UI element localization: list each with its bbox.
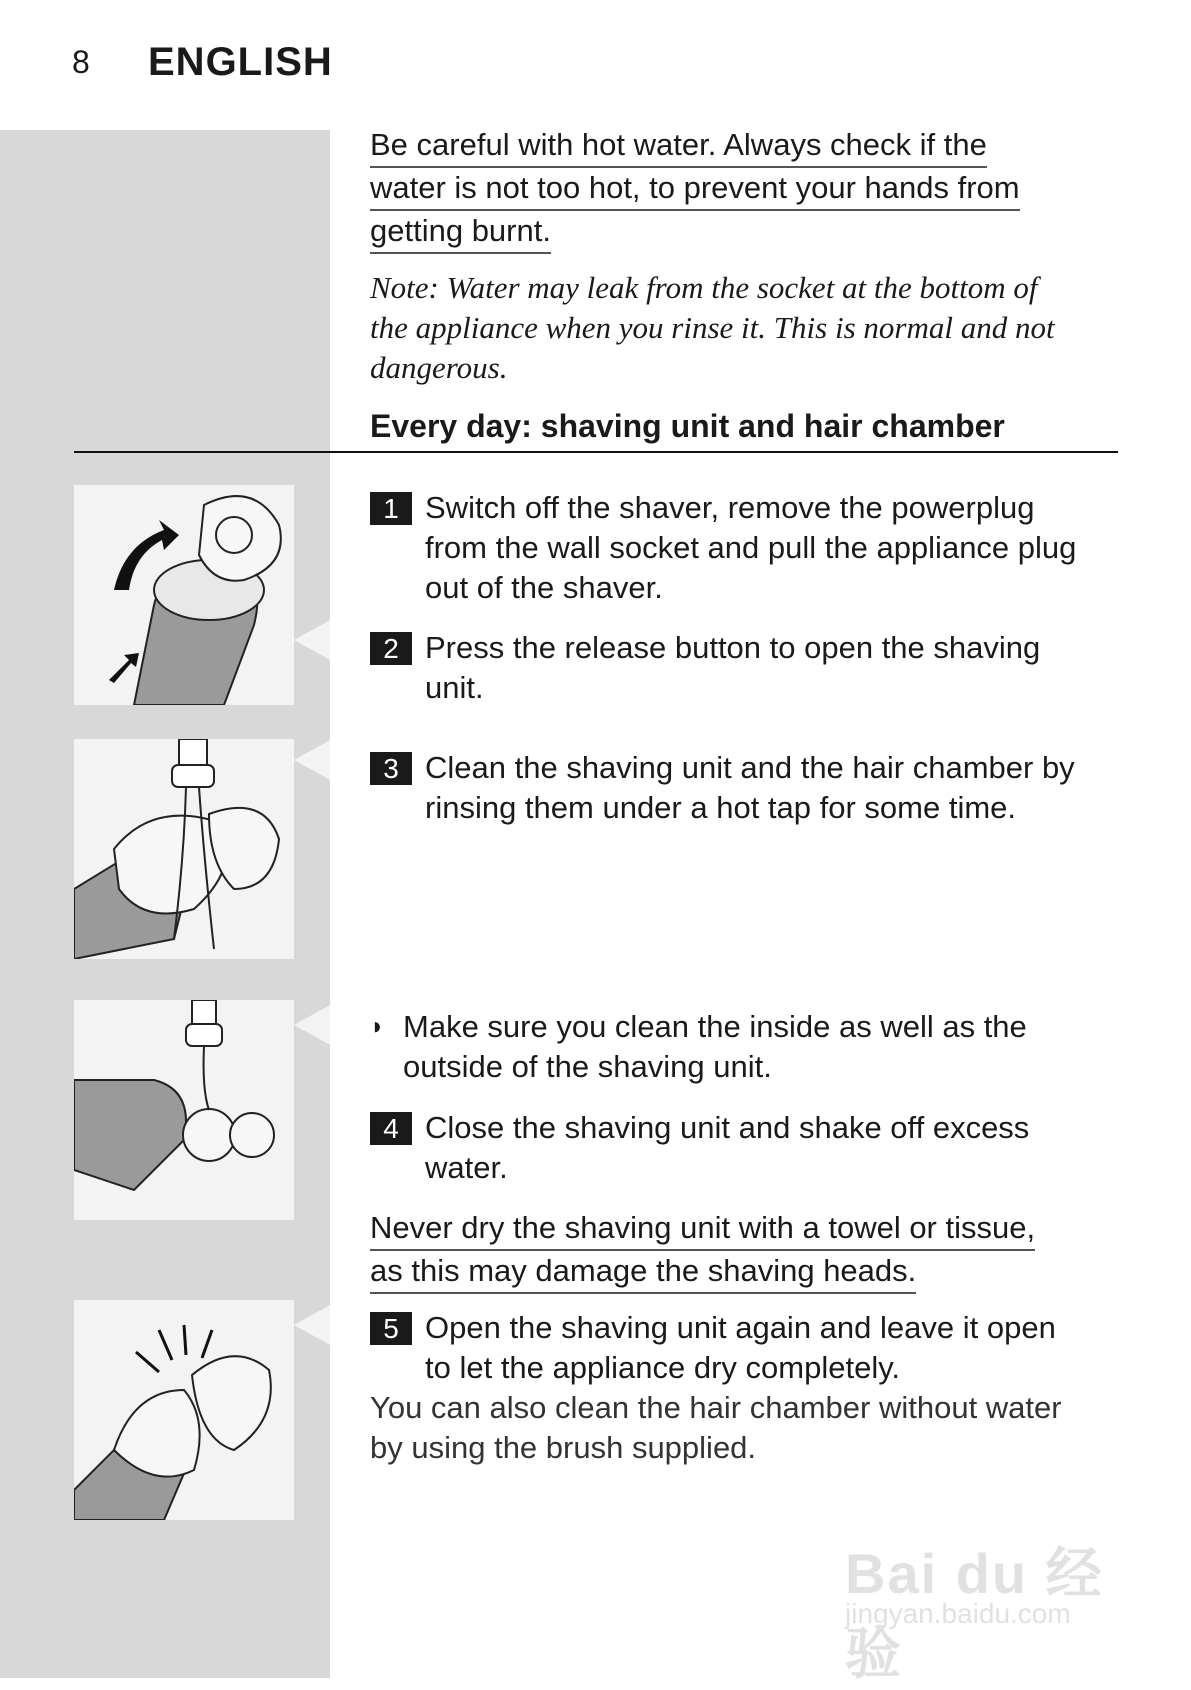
shaver-dry-icon [74,1300,294,1520]
illustration-open-shaver [74,485,294,705]
towel-warning [370,1208,1130,1294]
illustration-dry-open [74,1300,294,1520]
bullet-line: outside of the shaving unit. [403,1049,772,1084]
illustration-pointer [294,1305,330,1345]
brush-tip [370,1388,1130,1468]
step-line: unit. [425,670,484,705]
note-line: dangerous. [370,350,508,385]
section-divider [74,451,1118,453]
page-number: 8 [72,44,90,80]
step-number-badge: 2 [370,632,412,665]
warning-line: water is not too hot, to prevent your hands from [370,168,1020,211]
step-2 [370,628,1130,708]
baidu-watermark [845,1500,1125,1685]
step-line: Close the shaving unit and shake off excess [425,1110,1030,1145]
rinse-tap-icon [74,739,294,959]
step-1 [370,488,1130,608]
warning-line: Be careful with hot water. Always check if the [370,125,987,168]
step-number-badge: 1 [370,492,412,525]
step-line: Clean the shaving unit and the hair chamber by [425,750,1075,785]
rinse-inside-icon [74,1000,294,1220]
step-line: Switch off the shaver, remove the powerplug [425,490,1035,525]
clean-inside-bullet [370,1007,1130,1087]
tip-line: You can also clean the hair chamber without water [370,1390,1062,1425]
bullet-line: Make sure you clean the inside as well as the [403,1009,1027,1044]
note-line: Note: Water may leak from the socket at the bottom of [370,270,1038,305]
leak-note [370,268,1130,388]
step-number-badge: 3 [370,752,412,785]
watermark-brand: Bai du 经验 [845,1542,1104,1685]
step-5 [370,1308,1130,1388]
illustration-pointer [294,740,330,780]
step-3 [370,748,1130,828]
step-number-badge: 4 [370,1112,412,1145]
watermark-url: jingyan.baidu.com [845,1598,1071,1629]
step-line: to let the appliance dry completely. [425,1350,901,1385]
step-4 [370,1108,1130,1188]
illustration-pointer [294,1005,330,1045]
illustration-rinse-tap [74,739,294,959]
step-line: Press the release button to open the shaving [425,630,1041,665]
step-line: rinsing them under a hot tap for some time. [425,790,1017,825]
step-line: from the wall socket and pull the appliance plug [425,530,1077,565]
page-language-heading: ENGLISH [148,40,333,84]
warning-line: as this may damage the shaving heads. [370,1251,916,1294]
illustration-pointer [294,620,330,660]
shaver-open-icon [74,485,294,705]
step-line: water. [425,1150,508,1185]
section-title: Every day: shaving unit and hair chamber [370,408,1005,444]
note-line: the appliance when you rinse it. This is normal and not [370,310,1055,345]
hot-water-warning [370,125,1130,254]
tip-line: by using the brush supplied. [370,1430,757,1465]
bullet-icon: ◗ [370,1013,385,1040]
warning-line: Never dry the shaving unit with a towel or tissue, [370,1208,1035,1251]
illustration-rinse-inside [74,1000,294,1220]
step-number-badge: 5 [370,1312,412,1345]
step-line: out of the shaver. [425,570,663,605]
warning-line: getting burnt. [370,211,551,254]
step-line: Open the shaving unit again and leave it open [425,1310,1056,1345]
